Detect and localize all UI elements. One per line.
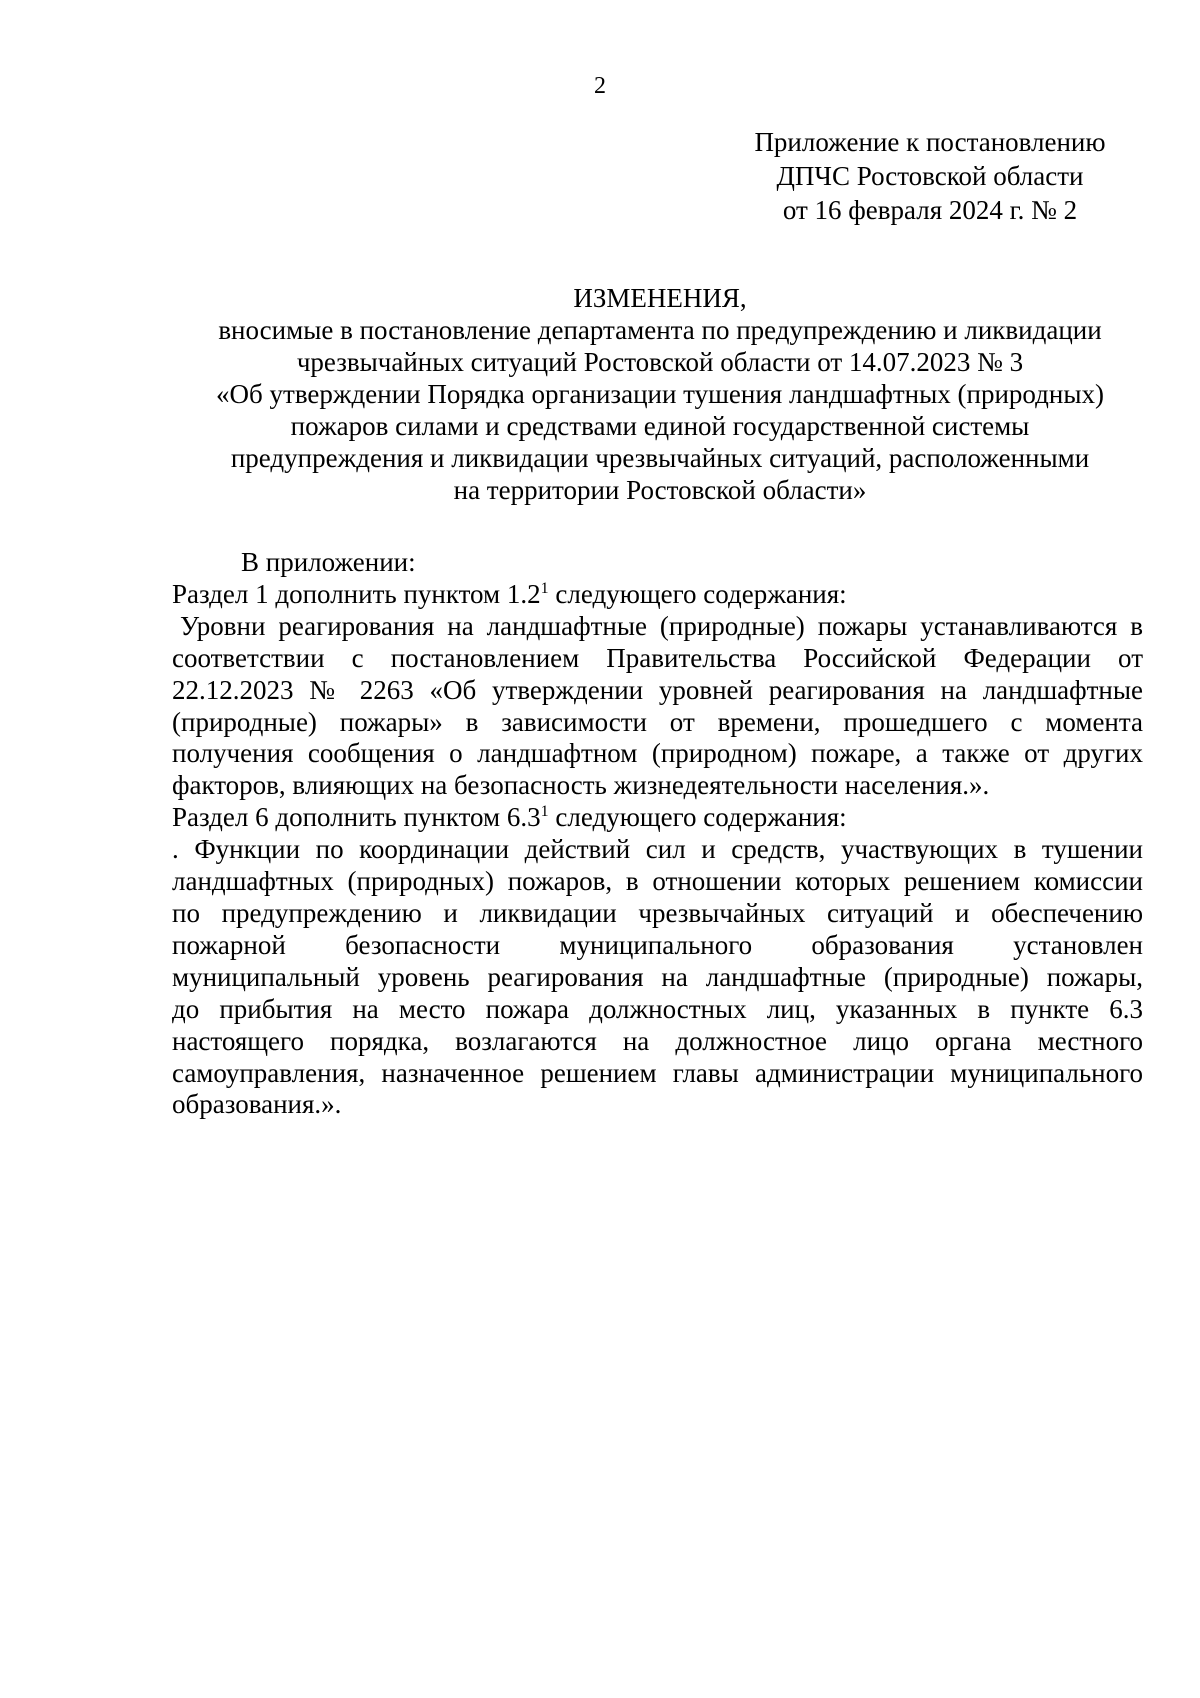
paragraph-2-line: муниципальный уровень реагирования на ландшафтные (природные) пожары, bbox=[172, 961, 1143, 992]
paragraph-2-line: пожарной безопасности муниципального образования установлен bbox=[172, 929, 1143, 960]
paragraph-1-line: факторов, влияющих на безопасность жизнедеятельности населения.». bbox=[172, 770, 990, 801]
paragraph-2-line: до прибытия на место пожара должностных лиц, указанных в пункте 6.3 bbox=[172, 993, 1143, 1024]
page-number: 2 bbox=[594, 73, 606, 99]
section-6-suffix: следующего содержания: bbox=[548, 802, 847, 833]
paragraph-2-line: настоящего порядка, возлагаются на должностное лицо органа местного bbox=[172, 1025, 1143, 1056]
paragraph-2-line: ландшафтных (природных) пожаров, в отношении которых решением комиссии bbox=[172, 866, 1143, 897]
paragraph-1-line: Уровни реагирования на ландшафтные (природные) пожары устанавливаются в bbox=[180, 610, 1143, 641]
paragraph-2-line: самоуправления, назначенное решением главы администрации муниципального bbox=[172, 1057, 1143, 1088]
title-line: чрезвычайных ситуаций Ростовской области от 14.07.2023 № 3 bbox=[296, 347, 1024, 377]
paragraph-1-line: получения сообщения о ландшафтном (природном) пожаре, а также от других bbox=[172, 738, 1143, 769]
title-line: предупреждения и ликвидации чрезвычайных ситуаций, расположенными bbox=[230, 443, 1090, 473]
paragraph-1-line: (природные) пожары» в зависимости от времени, прошедшего с момента bbox=[172, 706, 1143, 737]
paragraph-2-line: . Функции по координации действий сил и средств, участвующих в тушении bbox=[172, 834, 1143, 865]
paragraph-2-line: по предупреждению и ликвидации чрезвычайных ситуаций и обеспечению bbox=[172, 897, 1143, 928]
section-6-instruction bbox=[172, 802, 1143, 834]
document-title bbox=[120, 282, 1200, 506]
appendix-line-3: от 16 февраля 2024 г. № 2 bbox=[782, 195, 1078, 225]
section-1-suffix: следующего содержания: bbox=[548, 578, 847, 609]
title-line: пожаров силами и средствами единой государственной системы bbox=[290, 411, 1030, 441]
appendix-line-1: Приложение к постановлению bbox=[754, 127, 1106, 157]
title-line: вносимые в постановление департамента по предупреждению и ликвидации bbox=[218, 315, 1102, 345]
title-line: на территории Ростовской области» bbox=[453, 475, 867, 505]
intro-text: В приложении: bbox=[241, 547, 416, 577]
title-heading: ИЗМЕНЕНИЯ, bbox=[573, 283, 747, 313]
appendix-header bbox=[740, 125, 1120, 227]
document-body bbox=[172, 547, 1143, 1121]
section-6-superscript: 1 bbox=[540, 803, 549, 821]
paragraph-1-line: соответствии с постановлением Правительства Российской Федерации от bbox=[172, 642, 1143, 673]
section-1-superscript: 1 bbox=[540, 579, 549, 597]
appendix-line-2: ДПЧС Ростовской области bbox=[776, 161, 1084, 191]
section-6-prefix: Раздел 6 дополнить пунктом 6.3 bbox=[172, 802, 541, 833]
section-1-instruction bbox=[172, 579, 1143, 611]
section-1-prefix: Раздел 1 дополнить пунктом 1.2 bbox=[172, 578, 541, 609]
paragraph-1-line: 22.12.2023 № 2263 «Об утверждении уровней реагирования на ландшафтные bbox=[172, 674, 1143, 705]
title-line: «Об утверждении Порядка организации тушения ландшафтных (природных) bbox=[216, 379, 1104, 409]
paragraph-2-line: образования.». bbox=[172, 1089, 342, 1120]
